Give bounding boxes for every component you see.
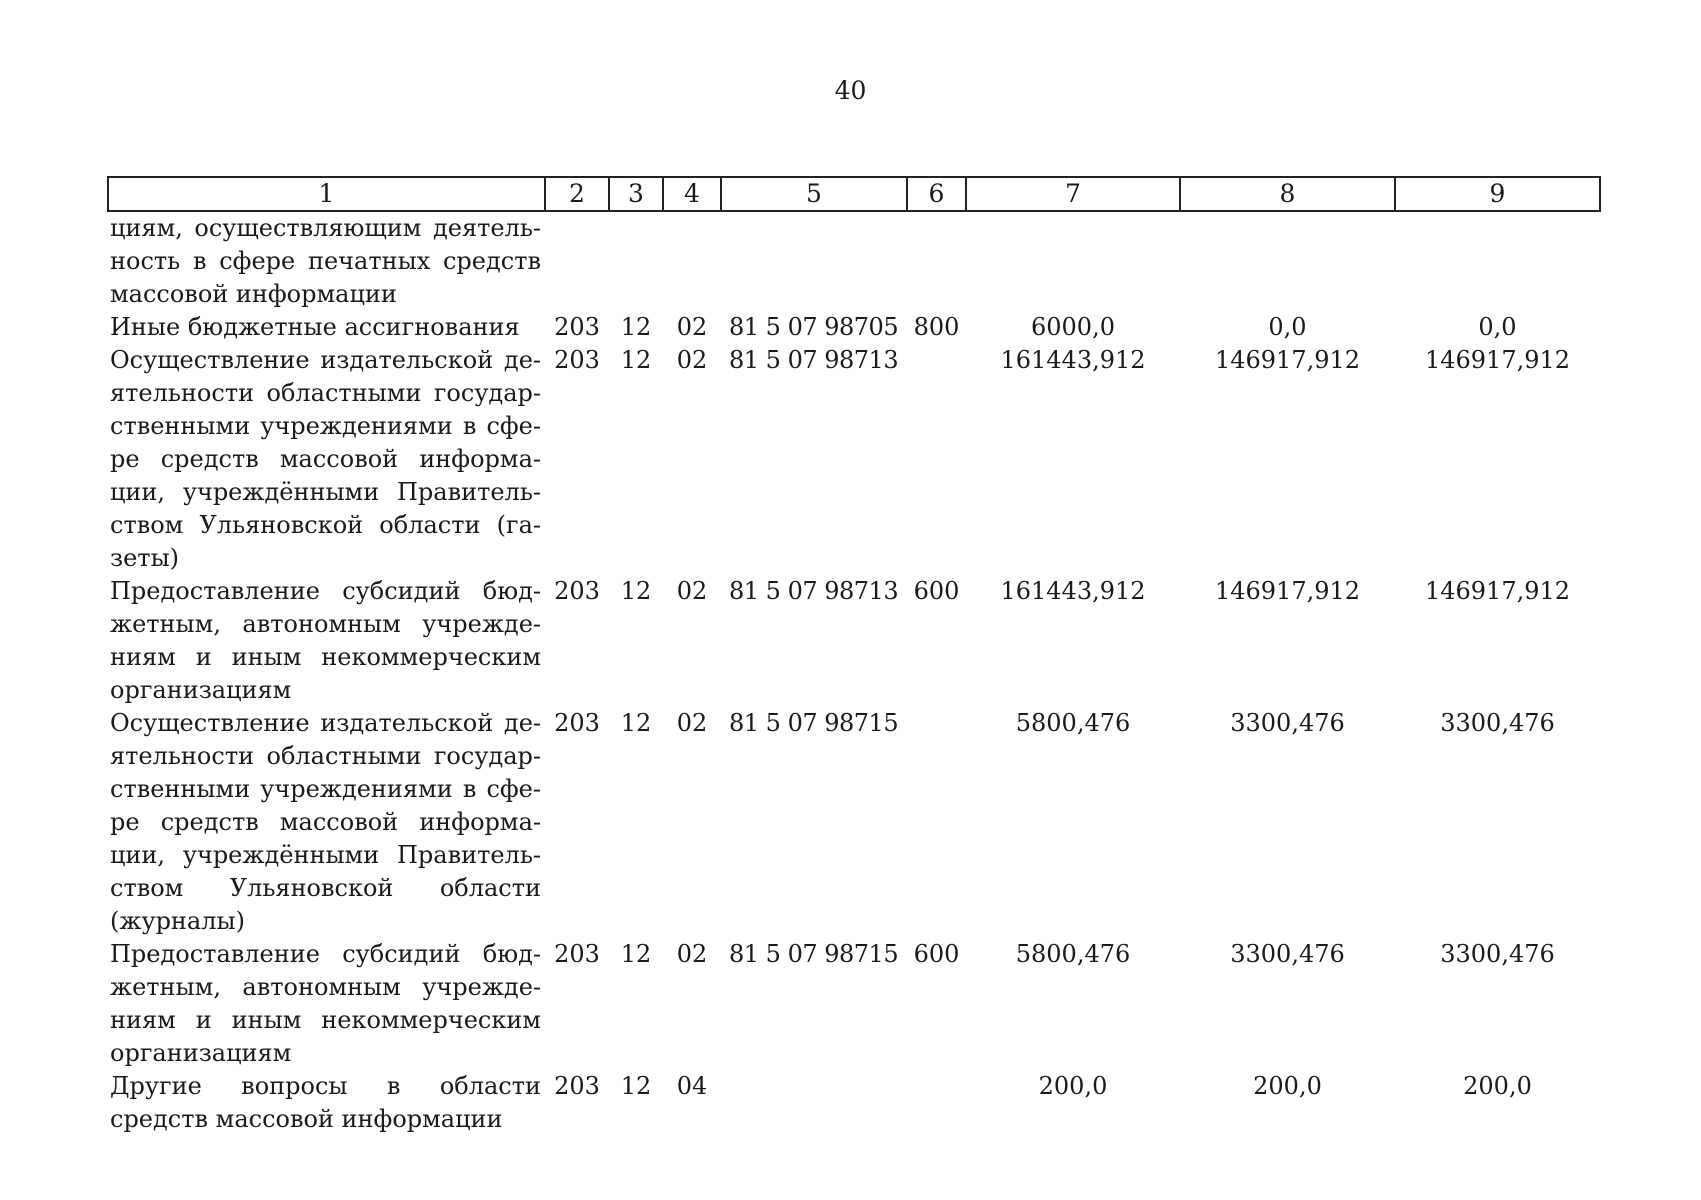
budget-table bbox=[107, 176, 1601, 1136]
header-row bbox=[108, 177, 1600, 211]
row-gr-code: 203 bbox=[554, 940, 600, 968]
row-vr-code: 800 bbox=[913, 313, 960, 341]
row-pr-code bbox=[663, 211, 721, 311]
row-gr-code: 203 bbox=[554, 313, 600, 341]
row-gr-code: 203 bbox=[554, 709, 600, 737]
row-value-9: 200,0 bbox=[1463, 1072, 1532, 1100]
column-header-6: 6 bbox=[907, 177, 966, 211]
page-number: 40 bbox=[834, 76, 867, 105]
row-value-9: 146917,912 bbox=[1424, 577, 1571, 605]
row-csr-code: 81 5 07 98715 bbox=[729, 940, 899, 968]
row-pr-code: 02 bbox=[676, 940, 708, 968]
row-gr-code: 203 bbox=[554, 346, 600, 374]
column-header-9: 9 bbox=[1395, 177, 1600, 211]
table-row bbox=[108, 344, 1600, 575]
table-row bbox=[108, 311, 1600, 344]
row-gr-code: 203 bbox=[554, 1072, 600, 1100]
row-value-7: 6000,0 bbox=[1031, 313, 1115, 341]
row-rz-code: 12 bbox=[620, 313, 652, 341]
row-csr-code: 81 5 07 98713 bbox=[729, 577, 899, 605]
row-vr-code: 600 bbox=[913, 940, 960, 968]
row-csr-code bbox=[721, 1070, 907, 1136]
row-value-7: 5800,476 bbox=[1015, 709, 1131, 737]
column-header-3: 3 bbox=[609, 177, 663, 211]
column-header-7: 7 bbox=[966, 177, 1180, 211]
row-csr-code bbox=[721, 211, 907, 311]
row-description: Предоставление субсидий бюджетным, автономным учреждениям и иным некоммерческим организациям bbox=[110, 577, 541, 704]
table-row bbox=[108, 575, 1600, 707]
row-value-9 bbox=[1395, 211, 1600, 311]
row-value-7 bbox=[966, 211, 1180, 311]
row-value-9: 3300,476 bbox=[1440, 940, 1555, 968]
row-value-9: 0,0 bbox=[1478, 313, 1517, 341]
row-rz-code: 12 bbox=[620, 1072, 652, 1100]
row-csr-code: 81 5 07 98715 bbox=[729, 709, 899, 737]
row-pr-code: 02 bbox=[676, 577, 708, 605]
row-value-8: 3300,476 bbox=[1230, 940, 1345, 968]
table-row bbox=[108, 938, 1600, 1070]
row-value-7: 200,0 bbox=[1038, 1072, 1108, 1100]
table-row bbox=[108, 707, 1600, 938]
row-description: Предоставление субсидий бюджетным, автономным учреждениям и иным некоммерческим организациям bbox=[110, 940, 541, 1067]
row-vr-code bbox=[907, 344, 966, 575]
row-value-9: 3300,476 bbox=[1440, 709, 1555, 737]
row-description: Другие вопросы в области средств массовой информации bbox=[110, 1072, 541, 1133]
row-value-9: 146917,912 bbox=[1424, 346, 1571, 374]
row-gr-code bbox=[545, 211, 609, 311]
row-value-8: 3300,476 bbox=[1230, 709, 1345, 737]
row-rz-code: 12 bbox=[620, 940, 652, 968]
row-value-7: 161443,912 bbox=[1000, 346, 1146, 374]
row-value-8: 146917,912 bbox=[1214, 577, 1361, 605]
row-rz-code: 12 bbox=[620, 709, 652, 737]
row-rz-code: 12 bbox=[620, 346, 652, 374]
row-value-8 bbox=[1180, 211, 1395, 311]
row-pr-code: 02 bbox=[676, 346, 708, 374]
row-value-7: 161443,912 bbox=[1000, 577, 1146, 605]
column-header-5: 5 bbox=[721, 177, 907, 211]
table-row bbox=[108, 211, 1600, 311]
row-value-7: 5800,476 bbox=[1015, 940, 1131, 968]
row-value-8: 200,0 bbox=[1253, 1072, 1322, 1100]
column-header-2: 2 bbox=[545, 177, 609, 211]
table-row bbox=[108, 1070, 1600, 1136]
row-value-8: 0,0 bbox=[1268, 313, 1307, 341]
column-header-1: 1 bbox=[108, 177, 545, 211]
row-csr-code: 81 5 07 98713 bbox=[729, 346, 899, 374]
row-vr-code: 600 bbox=[913, 577, 960, 605]
row-vr-code bbox=[907, 1070, 966, 1136]
row-description: Осуществление издательской деятельности областными государственными учреждениями в сфере средств массовой информации, учреждёнными Правительством Ульяновской области (газеты) bbox=[110, 346, 541, 572]
row-rz-code bbox=[609, 211, 663, 311]
row-vr-code bbox=[907, 211, 966, 311]
row-description: циям, осуществляющим деятельность в сфере печатных средств массовой информации bbox=[110, 214, 541, 308]
row-description: Иные бюджетные ассигнования bbox=[110, 313, 520, 341]
row-pr-code: 04 bbox=[676, 1072, 708, 1100]
column-header-8: 8 bbox=[1180, 177, 1395, 211]
row-value-8: 146917,912 bbox=[1214, 346, 1361, 374]
row-description: Осуществление издательской деятельности областными государственными учреждениями в сфере средств массовой информации, учреждёнными Правительством Ульяновской области (журналы) bbox=[110, 709, 541, 935]
row-rz-code: 12 bbox=[620, 577, 652, 605]
row-gr-code: 203 bbox=[554, 577, 600, 605]
row-pr-code: 02 bbox=[676, 709, 708, 737]
row-csr-code: 81 5 07 98705 bbox=[729, 313, 899, 341]
row-pr-code: 02 bbox=[676, 313, 708, 341]
column-header-4: 4 bbox=[663, 177, 721, 211]
row-vr-code bbox=[907, 707, 966, 938]
